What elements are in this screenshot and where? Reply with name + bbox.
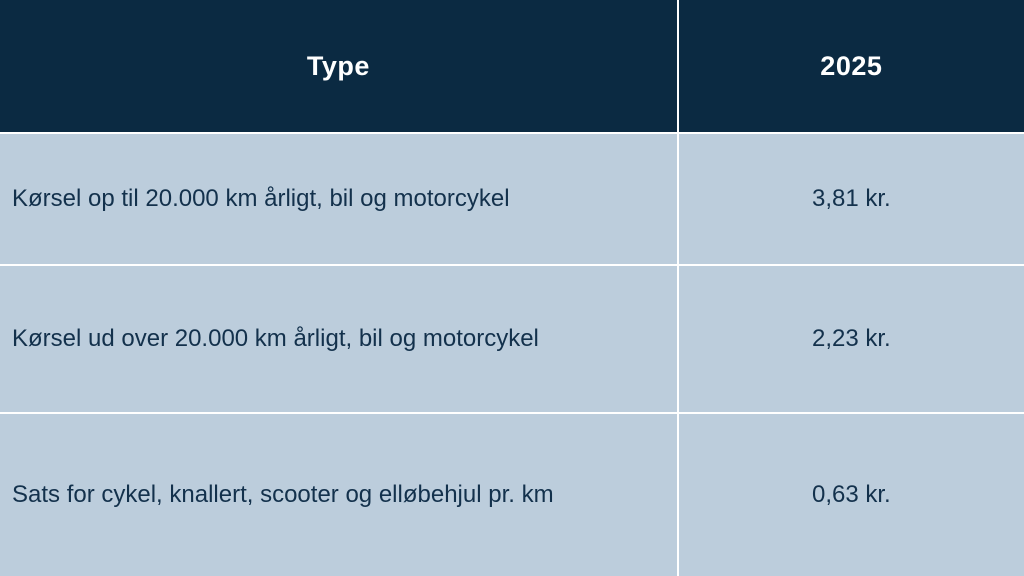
row-type-cell: Sats for cykel, knallert, scooter og elløbehjul pr. km bbox=[0, 414, 677, 576]
row-type-cell: Kørsel op til 20.000 km årligt, bil og motorcykel bbox=[0, 134, 677, 264]
table-row bbox=[0, 266, 1024, 412]
row-rate-cell: 3,81 kr. bbox=[679, 134, 1024, 264]
table-row bbox=[0, 134, 1024, 264]
header-type: Type bbox=[0, 0, 677, 132]
row-rate-cell: 0,63 kr. bbox=[679, 414, 1024, 576]
table-header-row bbox=[0, 0, 1024, 132]
table-row bbox=[0, 414, 1024, 576]
row-rate-cell: 2,23 kr. bbox=[679, 266, 1024, 412]
row-type-cell: Kørsel ud over 20.000 km årligt, bil og motorcykel bbox=[0, 266, 677, 412]
header-year: 2025 bbox=[679, 0, 1024, 132]
